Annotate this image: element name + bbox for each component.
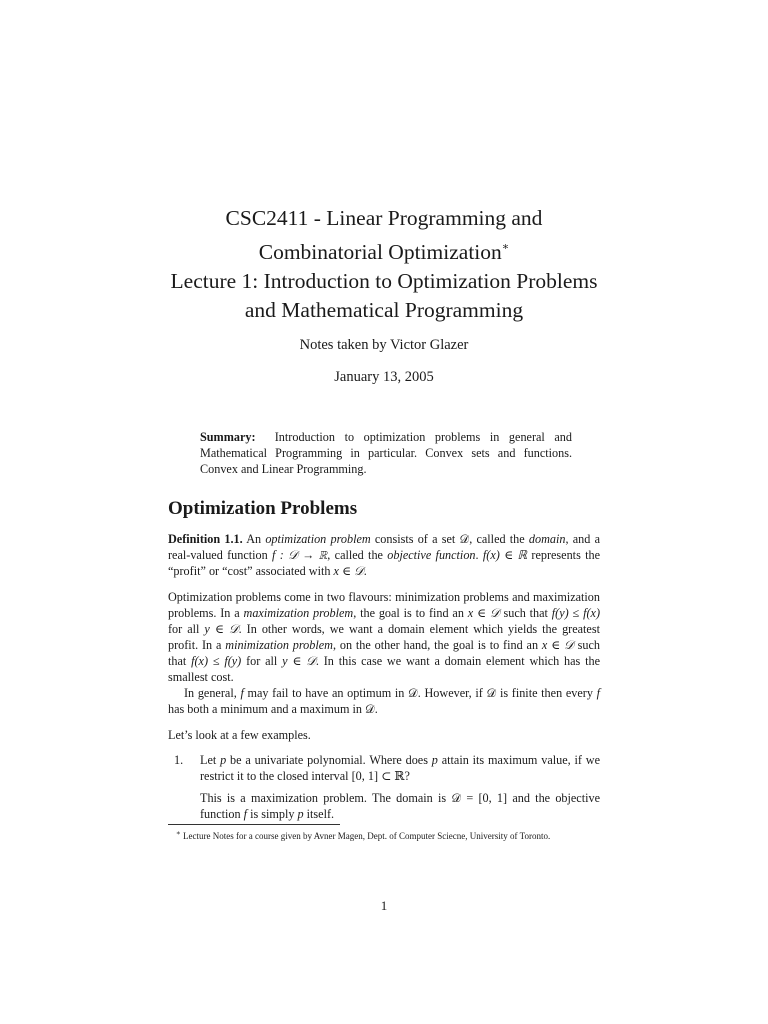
li1-sub-text-b: is simply [247, 807, 298, 821]
title-line-3: Lecture 1: Introduction to Optimization Problems [170, 269, 598, 293]
section-heading: Optimization Problems [168, 498, 358, 519]
examples-list [168, 752, 600, 822]
def-text-3: , and a real-valued function [168, 532, 600, 562]
p2-text-a: In general, [184, 686, 241, 700]
list-item-question [200, 752, 600, 784]
title-line-2-text: Combinatorial Optimization [258, 240, 502, 264]
p1-text-d: such that [499, 606, 552, 620]
optimum-paragraph [168, 685, 600, 717]
def-text-4: , called the [327, 548, 388, 562]
p1-text-f: . In other words, we want a domain element which yields the greatest profit. In a [168, 622, 600, 652]
footnote-mark: ∗ [176, 829, 181, 837]
definition-label: Definition 1.1. [168, 532, 243, 546]
definition-paragraph [168, 531, 600, 579]
p1-text-e: for all [168, 622, 205, 636]
summary-block [200, 429, 572, 477]
def-term-domain: domain [528, 532, 566, 546]
p1-term-max: maximization problem [243, 606, 354, 620]
summary-text: Introduction to optimization problems in general and Mathematical Programming in particular. Convex sets and functions. Convex and Linear Programming. [200, 430, 572, 476]
list-item-number: 1. [174, 753, 184, 767]
paper-title [0, 204, 768, 325]
p1-text-k: . In this case we want a domain element which has the smallest cost. [168, 654, 600, 684]
def-math-1: f : 𝒟 → ℝ [272, 548, 328, 562]
p1-math-j: y ∈ 𝒟 [282, 654, 316, 668]
page-number: 1 [380, 898, 388, 913]
li1-sub-math-a: f [243, 807, 248, 821]
p2-text-b: may fail to have an optimum in 𝒟. However, if 𝒟 is finite then every [243, 686, 597, 700]
p1-text-h: , on the other hand, the goal is to find an [332, 638, 542, 652]
li1-math-a: p [220, 753, 227, 767]
p1-math-i: f(x) ≤ f(y) [191, 654, 242, 668]
li1-sub-math-b: p [297, 807, 304, 821]
def-text-2: consists of a set 𝒟, called the [370, 532, 529, 546]
def-term-optimization-problem: optimization problem [265, 532, 371, 546]
author-line: Notes taken by Victor Glazer [299, 337, 469, 353]
def-text-1: An [246, 532, 266, 546]
p1-math-d: f(y) ≤ f(x) [551, 606, 601, 620]
title-line-1: CSC2411 - Linear Programming and [225, 206, 543, 230]
def-text-6: represents the “profit” or “cost” associated with [168, 548, 601, 578]
li1-text-b: be a univariate polynomial. Where does [226, 753, 432, 767]
p1-text-i: such that [168, 638, 600, 668]
p1-math-h: x ∈ 𝒟 [541, 638, 574, 652]
p2-text-c: has both a minimum and a maximum in 𝒟. [168, 702, 378, 716]
li1-text-a: Let [200, 753, 221, 767]
title-footnote-mark: ∗ [501, 241, 510, 253]
examples-intro: Let’s look at a few examples. [168, 728, 311, 742]
list-item [168, 752, 600, 822]
def-math-3: x ∈ 𝒟 [333, 564, 364, 578]
li1-text-c: attain its maximum value, if we restrict it to the closed interval [0, 1] ⊂ ℝ? [200, 753, 600, 783]
footnote [176, 828, 596, 842]
p1-math-e: y ∈ 𝒟 [204, 622, 239, 636]
p2-math-a: f [240, 686, 244, 700]
p2-math-b: f [596, 686, 600, 700]
li1-sub-text-a: This is a maximization problem. The domain is 𝒟 = [0, 1] and the objective function [200, 791, 600, 821]
def-term-objective-function: objective function [387, 548, 476, 562]
li1-sub-text-c: itself. [303, 807, 335, 821]
p1-text-j: for all [241, 654, 283, 668]
def-text-5: . [475, 548, 483, 562]
li1-math-b: p [431, 753, 438, 767]
def-text-7: . [363, 564, 367, 578]
flavours-paragraph [168, 589, 600, 717]
p1-math-c: x ∈ 𝒟 [467, 606, 500, 620]
p1-text-c: , the goal is to find an [353, 606, 468, 620]
def-math-2: f(x) ∈ ℝ [482, 548, 528, 562]
list-item-answer [200, 790, 600, 822]
p1-text-a: Optimization problems come in two flavours: minimization problems and maximization problems. In a [168, 590, 600, 620]
footnote-divider [168, 824, 340, 825]
p1-term-min: minimization problem [225, 638, 333, 652]
date-line: January 13, 2005 [334, 369, 434, 385]
title-line-2 [0, 233, 768, 267]
summary-label: Summary: [200, 430, 256, 444]
footnote-text: Lecture Notes for a course given by Avner Magen, Dept. of Computer Sciecne, University of Toronto. [183, 831, 551, 841]
title-line-4: and Mathematical Programming [244, 298, 524, 322]
